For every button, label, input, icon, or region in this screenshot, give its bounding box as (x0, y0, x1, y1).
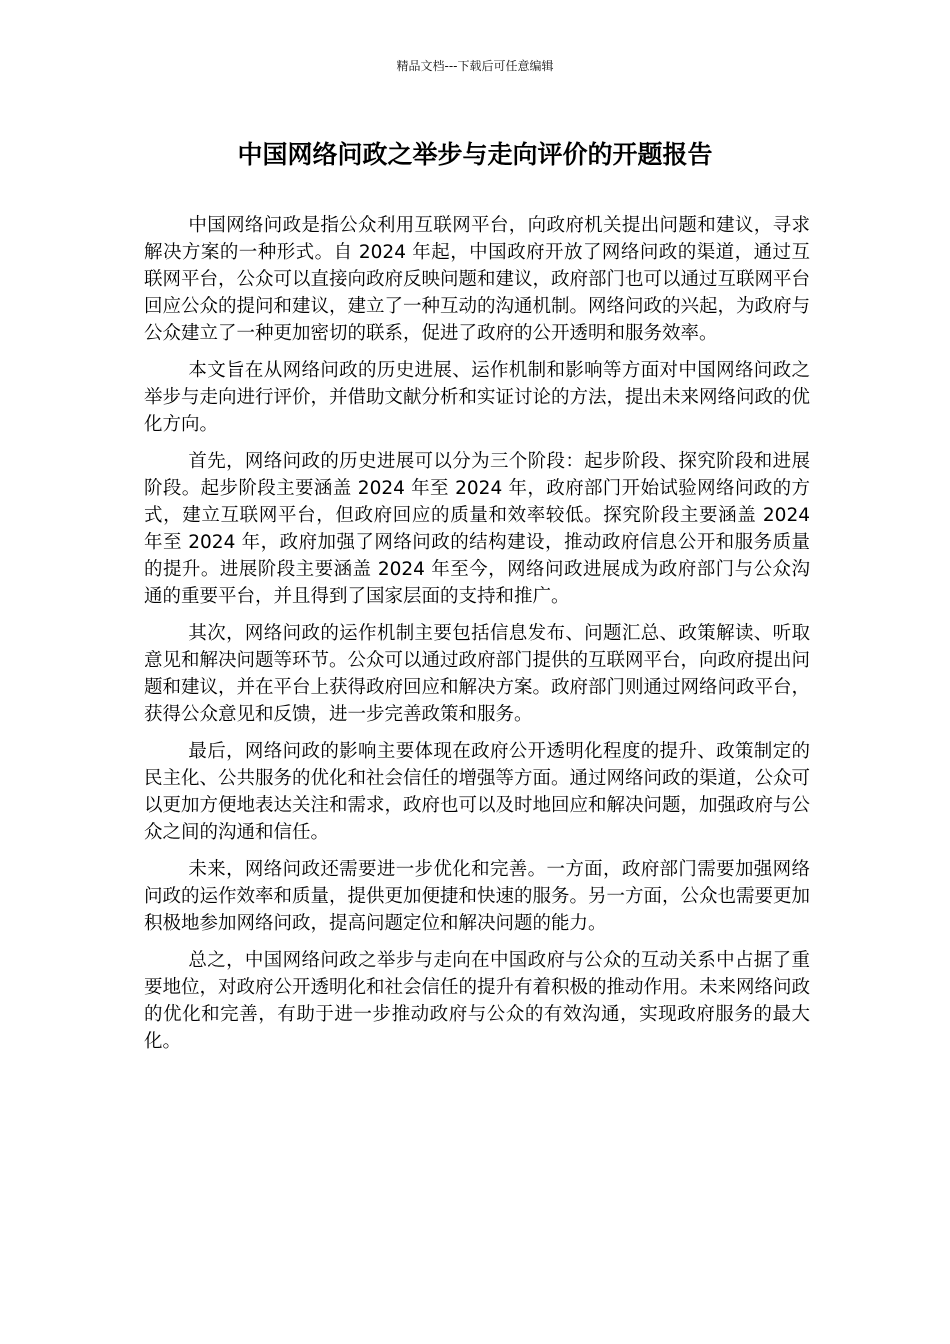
paragraph-future: 未来，网络问政还需要进一步优化和完善。一方面，政府部门需要加强网络问政的运作效率和质量，提供更加便捷和快速的服务。另一方面，公众也需要更加积极地参加网络问政，提高问题定位和解决问题的能力。 (144, 859, 811, 934)
paragraph-purpose: 本文旨在从网络问政的历史进展、运作机制和影响等方面对中国网络问政之举步与走向进行评价，并借助文献分析和实证讨论的方法，提出未来网络问政的优化方向。 (144, 360, 811, 435)
paragraph-conclusion: 总之，中国网络问政之举步与走向在中国政府与公众的互动关系中占据了重要地位，对政府公开透明化和社会信任的提升有着积极的推动作用。未来网络问政的优化和完善，有助于进一步推动政府与公众的有效沟通，实现政府服务的最大化。 (144, 950, 811, 1052)
paragraph-mechanism: 其次，网络问政的运作机制主要包括信息发布、问题汇总、政策解读、听取意见和解决问题等环节。公众可以通过政府部门提供的互联网平台，向政府提出问题和建议，并在平台上获得政府回应和解决方案。政府部门则通过网络问政平台，获得公众意见和反馈，进一步完善政策和服务。 (144, 623, 811, 725)
paragraph-impact: 最后，网络问政的影响主要体现在政府公开透明化程度的提升、政策制定的民主化、公共服务的优化和社会信任的增强等方面。通过网络问政的渠道，公众可以更加方便地表达关注和需求，政府也可以及时地回应和解决问题，加强政府与公众之间的沟通和信任。 (144, 741, 811, 843)
paragraph-intro: 中国网络问政是指公众利用互联网平台，向政府机关提出问题和建议，寻求解决方案的一种形式。自 2024 年起，中国政府开放了网络问政的渠道，通过互联网平台，公众可以直接向政府反映问题和建议，政府部门也可以通过互联网平台回应公众的提问和建议，建立了一种互动的沟通机制。网络问政的兴起，为政府与公众建立了一种更加密切的联系，促进了政府的公开透明和服务效率。 (144, 215, 811, 344)
document-title: 中国网络问政之举步与走向评价的开题报告 (237, 140, 713, 169)
header-note: 精品文档---下载后可任意编辑 (396, 59, 554, 73)
document-body (144, 212, 810, 1065)
paragraph-history: 首先，网络问政的历史进展可以分为三个阶段：起步阶段、探究阶段和进展阶段。起步阶段主要涵盖 2024 年至 2024 年，政府部门开始试验网络问政的方式，建立互联网平台，但政府回应的质量和效率较低。探究阶段主要涵盖 2024 年至 2024 年，政府加强了网络问政的结构建设，推动政府信息公开和服务质量的提升。进展阶段主要涵盖 2024 年至今，网络问政进展成为政府部门与公众沟通的重要平台，并且得到了国家层面的支持和推广。 (144, 451, 810, 607)
